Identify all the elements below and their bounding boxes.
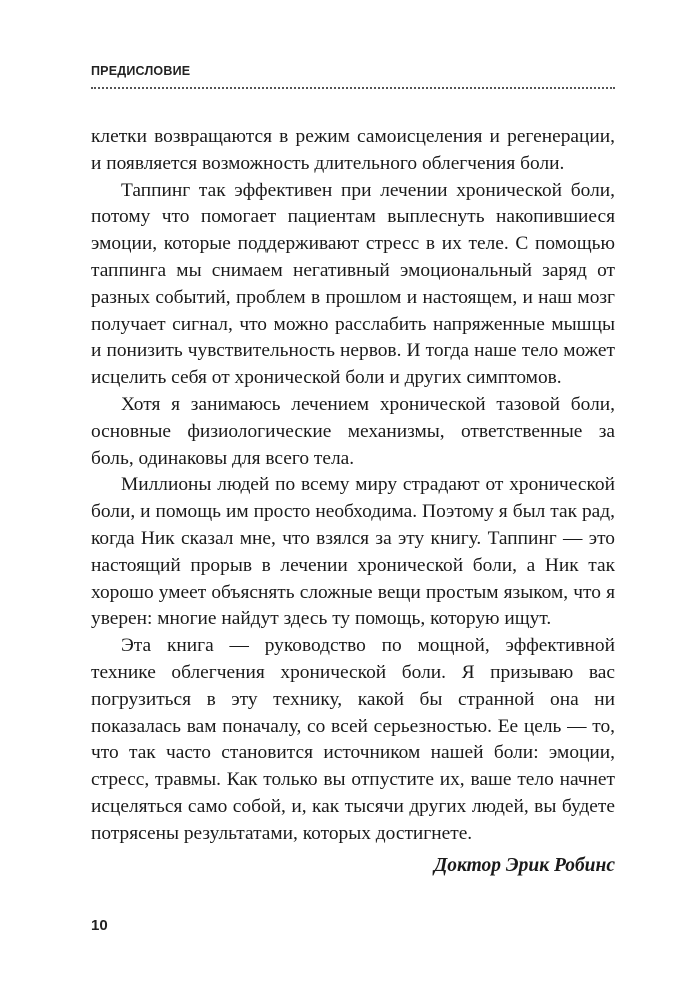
paragraph-3: Хотя я занимаюсь лечением хронической тазовой боли, основные физиологические механизмы, ответственные за боль, одинаковы для всего тела. xyxy=(91,393,615,469)
author-signature: Доктор Эрик Робинс xyxy=(433,855,615,876)
dotted-divider xyxy=(91,87,615,89)
page-number: 10 xyxy=(91,917,108,934)
body-text xyxy=(91,124,615,848)
paragraph-1: клетки возвращаются в режим самоисцеления и регенерации, и появляется возможность длительного облегчения боли. xyxy=(91,126,615,174)
paragraph-5: Эта книга — руководство по мощной, эффективной технике облегчения хронической боли. Я призываю вас погрузиться в эту технику, какой бы странной она ни показалась вам поначалу, со всей серьезностью. Ее цель — то, что так часто становится источником нашей боли: эмоции, стресс, травмы. Как только вы отпустите их, ваше тело начнет исцеляться само собой, и, как тысячи других людей, вы будете потрясены результатами, которых достигнете. xyxy=(91,635,615,844)
paragraph-4: Миллионы людей по всему миру страдают от хронической боли, и помощь им просто необходима. Поэтому я был так рад, когда Ник сказал мне, что взялся за эту книгу. Таппинг — это настоящий прорыв в лечении хронической боли, а Ник так хорошо умеет объяснять сложные вещи простым языком, что я уверен: многие найдут здесь ту помощь, которую ищут. xyxy=(91,474,615,630)
paragraph-2: Таппинг так эффективен при лечении хронической боли, потому что помогает пациентам выплеснуть накопившиеся эмоции, которые поддерживают стресс в их теле. С помощью таппинга мы снимаем негативный эмоциональный заряд от разных событий, проблем в прошлом и настоящем, и наш мозг получает сигнал, что можно расслабить напряженные мышцы и понизить чувствительность нервов. И тогда наше тело может исцелить себя от хронической боли и других симптомов. xyxy=(91,179,615,389)
section-title: ПРЕДИСЛОВИЕ xyxy=(91,64,191,78)
running-header xyxy=(91,63,615,89)
